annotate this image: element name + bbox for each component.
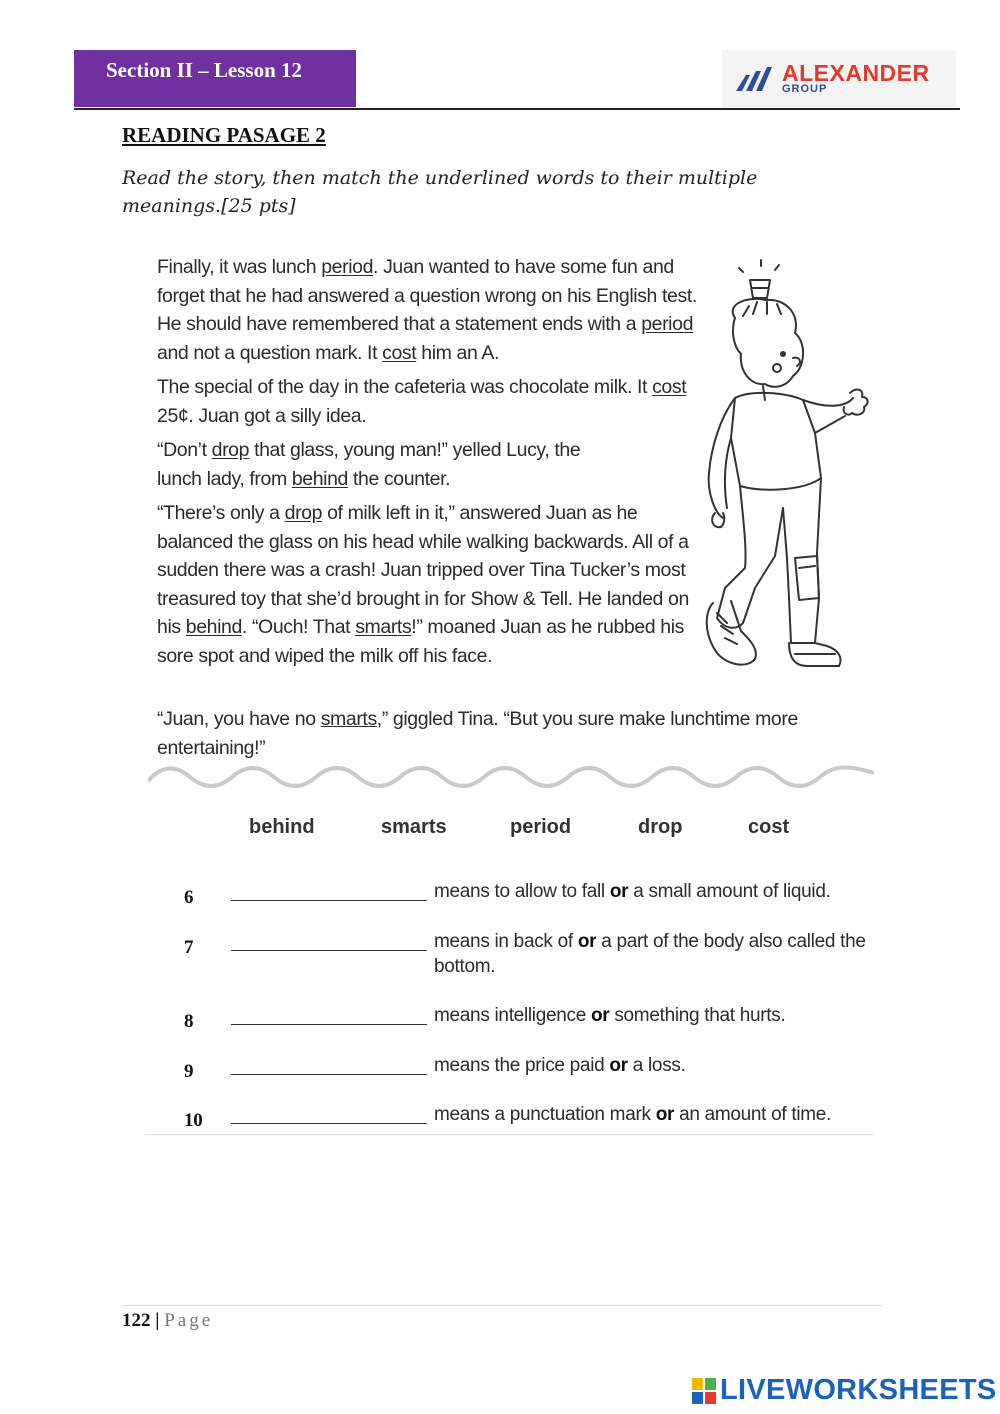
question-definition: means in back of or a part of the body also called the bottom. <box>434 931 866 977</box>
underlined-vocab-word: behind <box>291 467 348 490</box>
answer-blank-9[interactable] <box>231 1074 427 1075</box>
underlined-vocab-word: period <box>641 313 694 335</box>
underlined-vocab-word: cost <box>382 341 417 364</box>
answer-blank-6[interactable] <box>231 900 427 901</box>
underlined-vocab-word: drop <box>284 502 323 524</box>
page-separator: | <box>150 1310 165 1331</box>
question-definition: means to allow to fall or a small amount of liquid. <box>434 881 831 902</box>
question-number: 9 <box>184 1061 194 1082</box>
word-bank-item: behind <box>249 816 315 838</box>
underlined-vocab-word: cost <box>652 376 687 398</box>
question-definition: means the price paid or a loss. <box>434 1055 686 1076</box>
word-bank-item: cost <box>748 816 790 838</box>
story-paragraph-final: “Juan, you have no smarts,” giggled Tina. “But you sure make lunchtime more entertaining!” <box>157 708 798 759</box>
header-divider <box>74 108 960 110</box>
underlined-vocab-word: drop <box>211 439 250 461</box>
alexander-group-logo <box>722 50 956 107</box>
boy-balancing-glass-illustration <box>695 258 875 678</box>
wavy-divider <box>148 763 874 789</box>
underlined-vocab-word: behind <box>185 616 242 638</box>
logo-mark-icon <box>734 65 774 93</box>
story-text <box>157 253 717 676</box>
question-number: 10 <box>184 1110 203 1131</box>
footer-divider <box>122 1305 882 1306</box>
word-bank-item: period <box>510 816 572 838</box>
section-header: Section II – Lesson 12 <box>74 50 356 107</box>
story-paragraph: The special of the day in the cafeteria was chocolate milk. It cost 25¢. Juan got a silly idea. <box>157 376 687 427</box>
word-bank-item: smarts <box>381 816 447 838</box>
logo-sub: GROUP <box>782 83 828 95</box>
question-number: 8 <box>184 1011 194 1032</box>
underlined-vocab-word: period <box>321 256 374 278</box>
story-paragraph: Finally, it was lunch period. Juan wanted to have some fun and forget that he had answered a question wrong on his English test. He should have remembered that a statement ends with a period and not a question mark. It cost him an A. <box>157 256 697 364</box>
answer-blank-10[interactable] <box>231 1123 427 1124</box>
page-label: Page <box>164 1310 214 1331</box>
instructions: Read the story, then match the underlined words to their multiple meanings.[25 pts] <box>122 167 758 217</box>
liveworksheets-logo <box>692 1374 997 1407</box>
story-paragraph: “Don’t drop that glass, young man!” yelled Lucy, the lunch lady, from behind the counter. <box>157 439 581 490</box>
exercise-bottom-rule <box>145 1134 873 1135</box>
passage-title: READING PASAGE 2 <box>122 123 326 147</box>
question-number: 6 <box>184 887 194 908</box>
word-bank <box>249 816 809 846</box>
question-number: 7 <box>184 937 194 958</box>
word-bank-item: drop <box>638 816 683 838</box>
question-definition: means a punctuation mark or an amount of time. <box>434 1104 832 1125</box>
page-number: 122 <box>122 1310 151 1331</box>
liveworksheets-badge-icon <box>692 1378 716 1404</box>
answer-blank-8[interactable] <box>231 1024 427 1025</box>
underlined-vocab-word: smarts <box>320 708 377 730</box>
story-paragraph: “There’s only a drop of milk left in it,” answered Juan as he balanced the glass on his head while walking backwards. All of a sudden there was a crash! Juan tripped over Tina Tucker’s most treasured toy that she’d brought in for Show & Tell. He landed on his behind. “Ouch! That smarts!” moaned Juan as he rubbed his sore spot and wiped the milk off his face. <box>157 502 689 667</box>
page-footer <box>122 1310 213 1332</box>
question-definition: means intelligence or something that hurts. <box>434 1005 786 1026</box>
liveworksheets-wordmark: LIVEWORKSHEETS <box>720 1374 997 1406</box>
underlined-vocab-word: smarts <box>355 616 412 638</box>
answer-blank-7[interactable] <box>231 950 427 951</box>
logo-name: ALEXANDER <box>782 60 930 86</box>
